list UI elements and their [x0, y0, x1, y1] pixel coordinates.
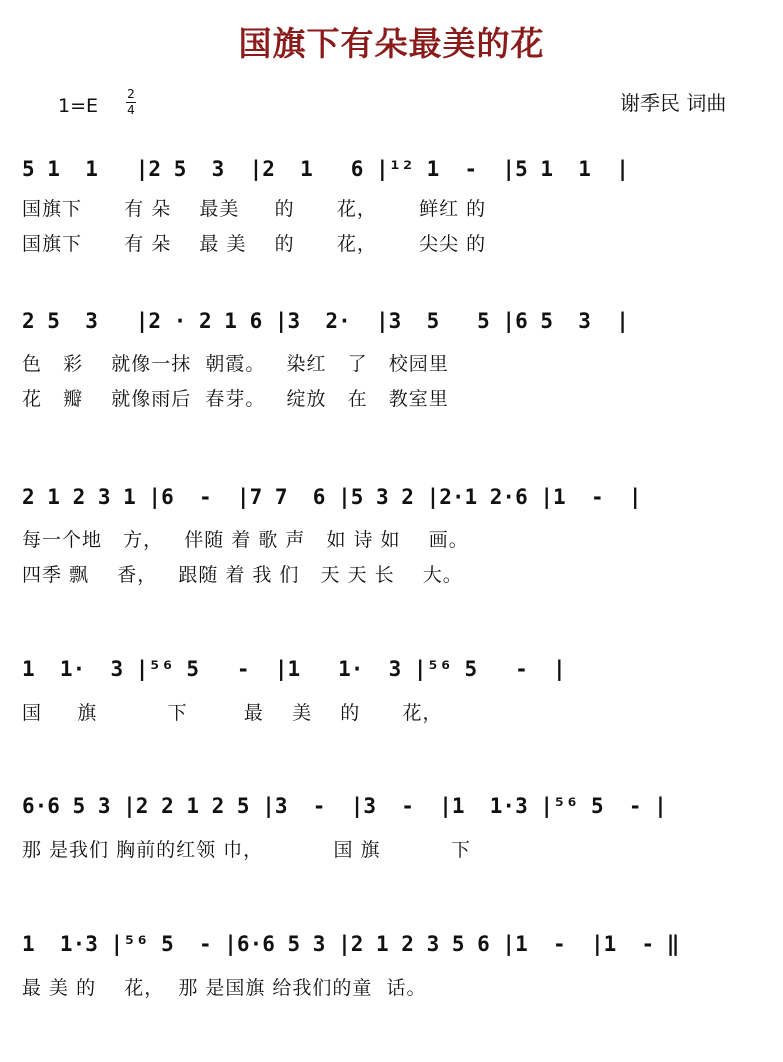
key-signature: 1=E: [58, 95, 99, 117]
meter-bottom: 4: [127, 103, 135, 117]
lyric-verse-1: 每一个地 方， 伴随 着 歌 声 如 诗 如 画。: [22, 529, 469, 551]
notation-line: 1 1· 3 |⁵⁶ 5 - |1 1· 3 |⁵⁶ 5 - |: [22, 657, 566, 681]
notation-line: 5 1 1 |2 5 3 |2 1 6 |¹² 1 - |5 1 1 |: [22, 157, 629, 181]
lyric-verse-2: 国旗下 有 朵 最 美 的 花， 尖尖 的: [22, 233, 487, 255]
lyric-verse-2: 四季 飘 香， 跟随 着 我 们 天 天 长 大。: [22, 564, 463, 586]
lyric-verse-1: 国旗下 有 朵 最美 的 花， 鲜红 的: [22, 198, 487, 220]
author-credit: 谢季民 词曲: [620, 91, 727, 115]
notation-line: 2 1 2 3 1 |6 - |7 7 6 |5 3 2 |2·1 2·6 |1 - |: [22, 485, 642, 509]
time-signature: [126, 88, 136, 117]
song-title: 国旗下有朵最美的花: [238, 24, 545, 63]
lyric-line: 国 旗 下 最 美 的 花，: [22, 702, 443, 724]
lyric-verse-2: 花 瓣 就像雨后 春芽。 绽放 在 教室里: [22, 388, 449, 410]
lyric-line: 那 是我们 胸前的红领 巾， 国 旗 下: [22, 839, 471, 861]
notation-line: 1 1·3 |⁵⁶ 5 - |6·6 5 3 |2 1 2 3 5 6 |1 - |1 - ‖: [22, 932, 680, 956]
meter-top: 2: [127, 87, 135, 101]
lyric-verse-1: 色 彩 就像一抹 朝霞。 染红 了 校园里: [22, 353, 449, 375]
notation-line: 2 5 3 |2 · 2 1 6 |3 2· |3 5 5 |6 5 3 |: [22, 309, 629, 333]
notation-line: 6·6 5 3 |2 2 1 2 5 |3 - |3 - |1 1·3 |⁵⁶ 5 - |: [22, 794, 667, 818]
lyric-line: 最 美 的 花， 那 是国旗 给我们的童 话。: [22, 977, 427, 999]
